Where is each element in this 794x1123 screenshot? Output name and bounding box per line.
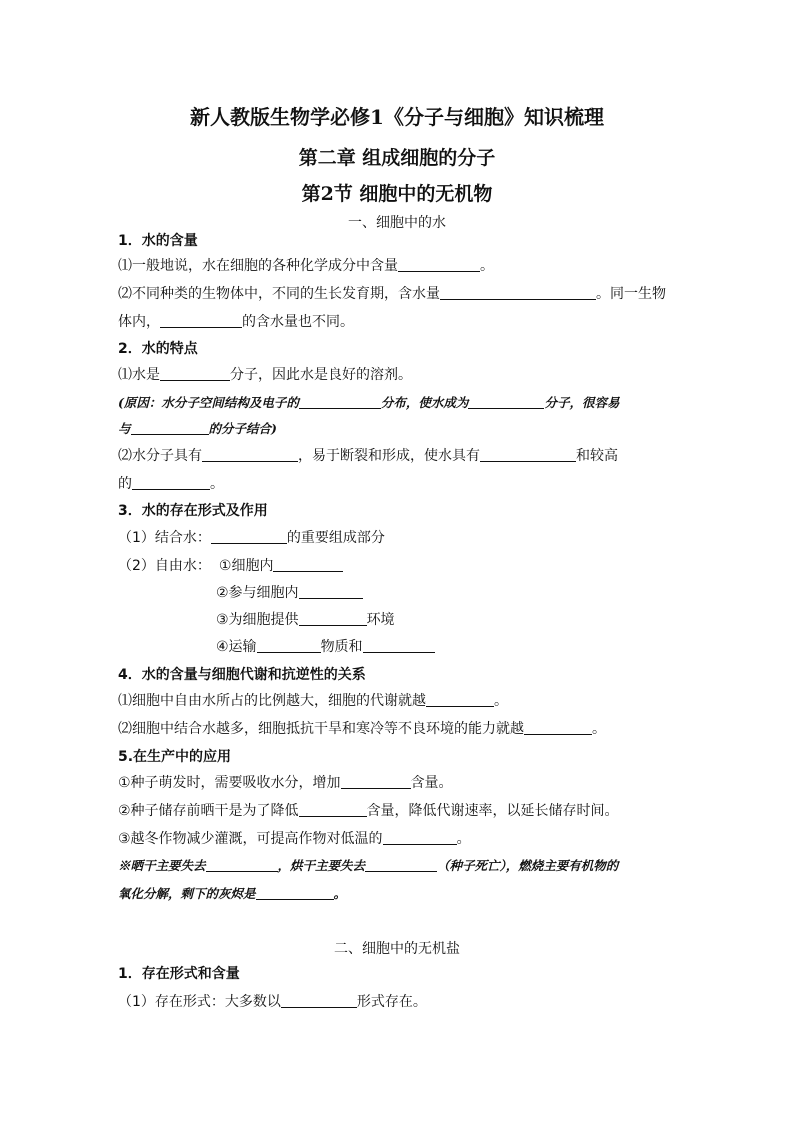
water-forms-heading: 3．水的存在形式及作用: [118, 503, 268, 519]
salt-forms-heading: 1．存在形式和含量: [118, 966, 240, 982]
text-line: ①种子萌发时，需要吸收水分，增加 含量。: [118, 775, 453, 791]
blank: [257, 638, 321, 653]
blank: [131, 420, 209, 435]
blank: [256, 885, 334, 900]
blank: [299, 611, 367, 626]
text-line: （1）存在形式：大多数以 形式存在。: [118, 994, 427, 1010]
blank: [202, 447, 298, 462]
text-line: （1）结合水： 的重要组成部分: [118, 530, 385, 546]
blank: [365, 857, 437, 872]
chapter-title: 第二章 组成细胞的分子: [298, 147, 496, 169]
blank: [160, 313, 242, 328]
blank: [341, 774, 411, 789]
section-title: 第2节 细胞中的无机物: [301, 183, 493, 205]
blank: [206, 857, 278, 872]
text-line: ④运输 物质和: [216, 637, 435, 657]
blank: [398, 257, 480, 272]
blank: [299, 394, 381, 409]
water-metabolism-heading: 4．水的含量与细胞代谢和抗逆性的关系: [118, 667, 366, 683]
water-properties-heading: 2．水的特点: [118, 341, 198, 357]
text-line: ⑵细胞中结合水越多，细胞抵抗干旱和寒冷等不良环境的能力就越 。: [118, 721, 606, 737]
note-line: (原因：水分子空间结构及电子的 分布，使水成为 分子，很容易: [118, 395, 620, 410]
document-title: 新人教版生物学必修1《分子与细胞》知识梳理: [190, 105, 604, 129]
blank: [299, 584, 363, 599]
blank: [160, 366, 230, 381]
production-heading: 5.在生产中的应用: [118, 749, 232, 765]
text-line: ②参与细胞内: [216, 583, 363, 603]
note-line: 氧化分解，剩下的灰烬是 。: [118, 886, 347, 901]
blank: [132, 475, 210, 490]
section1-heading: 一、细胞中的水: [348, 215, 446, 231]
text-line: 体内， 的含水量也不同。: [118, 314, 354, 330]
blank: [273, 557, 343, 572]
text-line: （2）自由水： ①细胞内: [118, 556, 343, 576]
blank: [383, 830, 457, 845]
blank: [281, 993, 357, 1008]
blank: [468, 394, 544, 409]
note-line: 与 的分子结合): [118, 421, 277, 436]
text-line: ⑵水分子具有 ，易于断裂和形成，使水具有 和较高: [118, 448, 618, 464]
text-line: ⑴水是 分子，因此水是良好的溶剂。: [118, 367, 412, 383]
water-content-heading: 1．水的含量: [118, 233, 198, 249]
blank: [299, 802, 367, 817]
text-line: ③越冬作物减少灌溉，可提高作物对低温的 。: [118, 831, 471, 847]
blank: [426, 692, 494, 707]
note-line: ※晒干主要失去 ，烘干主要失去 （种子死亡），燃烧主要有机物的: [118, 858, 619, 873]
text-line: ③为细胞提供 环境: [216, 612, 395, 628]
text-line: ②种子储存前晒干是为了降低 含量，降低代谢速率，以延长储存时间。: [118, 803, 619, 819]
blank: [524, 720, 592, 735]
blank: [363, 638, 435, 653]
text-line: 的 。: [118, 476, 224, 492]
text-line: ⑴细胞中自由水所占的比例越大，细胞的代谢就越 。: [118, 693, 508, 709]
section2-heading: 二、细胞中的无机盐: [334, 941, 460, 957]
blank: [480, 447, 576, 462]
blank: [211, 529, 287, 544]
text-line: ⑴一般地说，水在细胞的各种化学成分中含量 。: [118, 258, 494, 274]
text-line: ⑵不同种类的生物体中，不同的生长发育期，含水量 。同一生物: [118, 286, 666, 302]
blank: [440, 285, 596, 300]
